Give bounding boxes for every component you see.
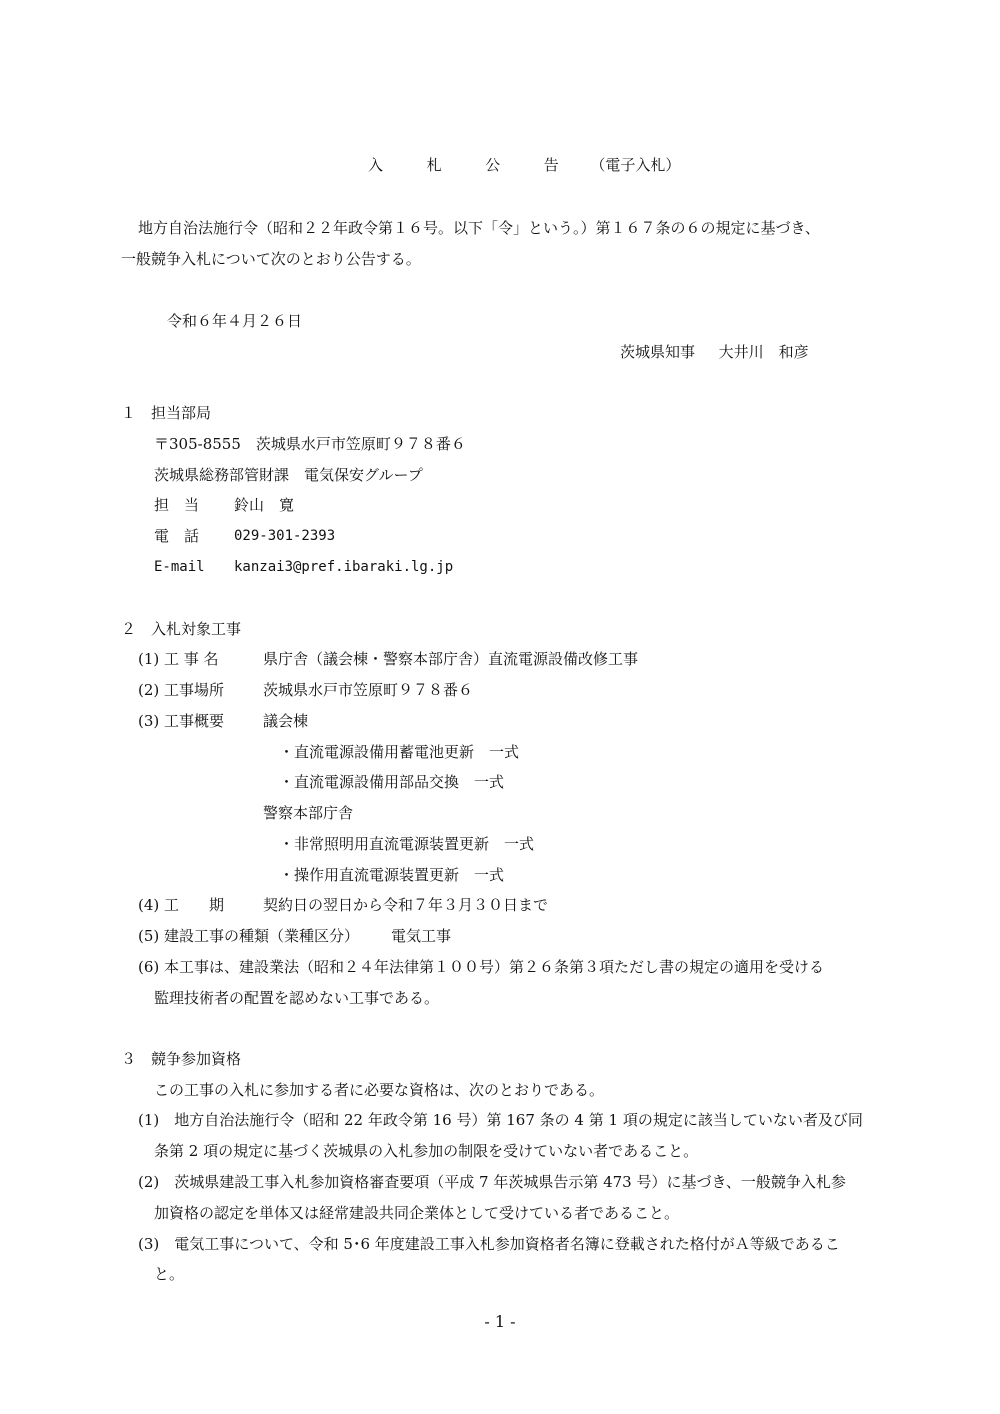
section2-heading: ２ 入札対象工事: [121, 620, 242, 638]
section3-heading: ３ 競争参加資格: [121, 1050, 242, 1068]
title-char: 告: [543, 156, 559, 174]
page-number: - 1 -: [484, 1312, 516, 1331]
item5-label: (5) 建設工事の種類（業種区分）: [138, 927, 360, 945]
department: 茨城県総務部管財課 電気保安グループ: [154, 466, 423, 484]
intro-line-1: 地方自治法施行令（昭和２２年政令第１６号。以下「令」という。）第１６７条の６の規定に基づき、: [138, 219, 820, 237]
qual-item2-line-1: (2) 茨城県建設工事入札参加資格審査要項（平成 7 年茨城県告示第 473 号）に基づき、一般競争入札参: [138, 1173, 846, 1191]
qual-item1-line-1: (1) 地方自治法施行令（昭和 22 年政令第 16 号）第 167 条の 4 第 1 項の規定に該当していない者及び同: [138, 1111, 863, 1129]
issuer-office: 茨城県知事: [620, 343, 696, 361]
group2-item: ・非常照明用直流電源装置更新 一式: [279, 835, 535, 853]
group2-item: ・操作用直流電源装置更新 一式: [279, 866, 505, 884]
project-name: 県庁舎（議会棟・警察本部庁舎）直流電源設備改修工事: [263, 650, 639, 668]
section1-heading: １ 担当部局: [121, 404, 212, 422]
phone-label: 電 話: [154, 527, 200, 545]
group2-label: 警察本部庁舎: [263, 804, 354, 822]
title-char: 公: [485, 156, 501, 174]
contact-person: 鈴山 寛: [234, 496, 295, 514]
group1-item: ・直流電源設備用蓄電池更新 一式: [279, 743, 520, 761]
issuer: [620, 342, 809, 362]
section3-intro: この工事の入札に参加する者に必要な資格は、次のとおりである。: [154, 1081, 605, 1099]
item3-label: (3) 工事概要: [138, 712, 225, 730]
work-type: 電気工事: [391, 927, 452, 945]
item6-line-1: (6) 本工事は、建設業法（昭和２４年法律第１００号）第２６条第３項ただし書の規定の適用を受ける: [138, 958, 825, 976]
email-address: kanzai3@pref.ibaraki.lg.jp: [234, 559, 454, 575]
item1-label: (1) 工 事 名: [138, 650, 219, 668]
item6-line-2: 監理技術者の配置を認めない工事である。: [154, 989, 440, 1007]
title-char: 札: [426, 156, 442, 174]
qual-item3-line-1: (3) 電気工事について、令和 5･6 年度建設工事入札参加資格者名簿に登載された格付がＡ等級であるこ: [138, 1235, 840, 1253]
qual-item3-line-2: と。: [154, 1265, 185, 1283]
item2-label: (2) 工事場所: [138, 681, 225, 699]
item4-label: (4) 工 期: [138, 896, 225, 914]
phone-number: 029-301-2393: [234, 528, 336, 544]
project-location: 茨城県水戸市笠原町９７８番６: [263, 681, 474, 699]
group1-label: 議会棟: [263, 712, 309, 730]
group1-item: ・直流電源設備用部品交換 一式: [279, 773, 505, 791]
notice-date: 令和６年４月２６日: [167, 312, 303, 330]
title-suffix: （電子入札）: [590, 156, 681, 174]
work-period: 契約日の翌日から令和７年３月３０日まで: [263, 896, 549, 914]
intro-line-2: 一般競争入札について次のとおり公告する。: [121, 250, 421, 268]
email-label: E-mail: [154, 559, 205, 575]
qual-item1-line-2: 条第 2 項の規定に基づく茨城県の入札参加の制限を受けていない者であること。: [154, 1142, 699, 1160]
contact-person-label: 担 当: [154, 496, 200, 514]
issuer-name: 大井川 和彦: [718, 343, 809, 361]
notice-title: [368, 155, 680, 175]
postal-address: 〒305-8555 茨城県水戸市笠原町９７８番６: [154, 435, 466, 453]
qual-item2-line-2: 加資格の認定を単体又は経常建設共同企業体として受けている者であること。: [154, 1204, 680, 1222]
title-char: 入: [368, 156, 384, 174]
